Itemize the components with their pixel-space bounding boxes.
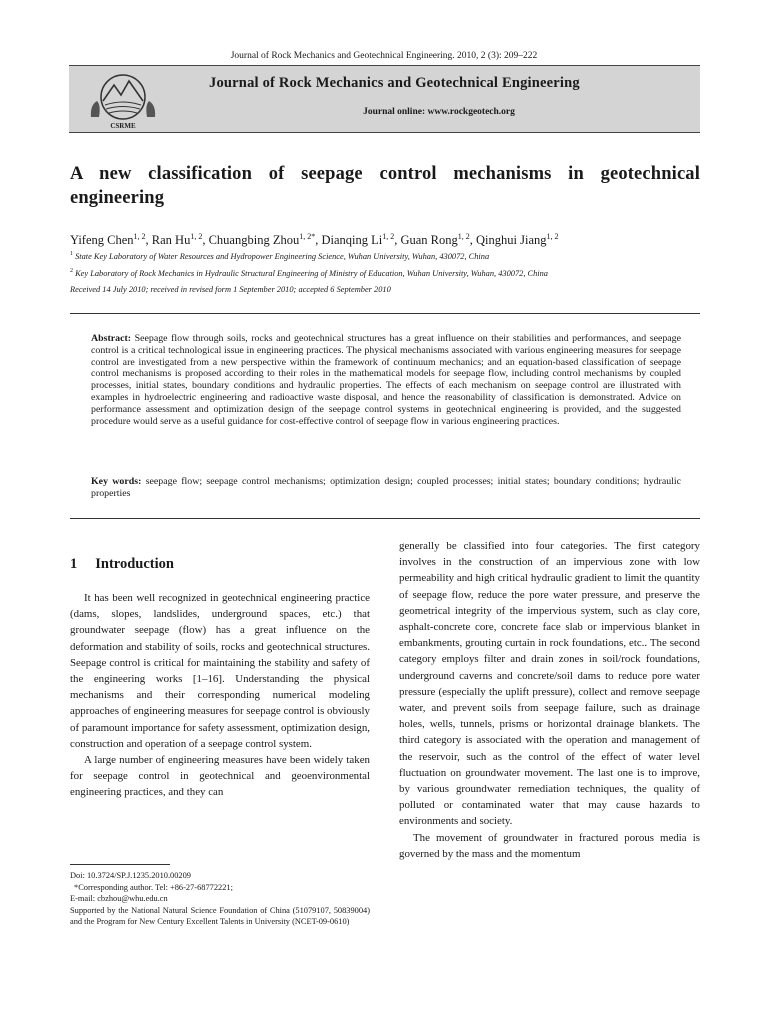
author-name: Ran Hu xyxy=(151,233,191,248)
author-list: Yifeng Chen$^{1, 2}$, Ran Hu$^{1, 2}$, Chuangbing Zhou$^{1, 2*}$, Dianqing Li$^{1, 2}$, Guan Rong$^{1, 2}$, Qinghui Jiang$^{1, 2}$ xyxy=(70,232,559,248)
footnote-divider xyxy=(70,864,170,865)
author-affil-mark: 1, 2 xyxy=(133,232,146,241)
keywords xyxy=(91,476,681,500)
author-name: Yifeng Chen xyxy=(70,233,134,248)
body-paragraph: It has been well recognized in geotechnical engineering practice (dams, slopes, landslides, underground spaces, etc.) that groundwater seepage (flow) has a great influence on the deformation and stability of soils, rocks and geotechnical structures. Seepage control is critical for maintaining the stability and safety of the engineering works [1–16]. Understanding the physical mechanisms and their corresponding numerical modeling approaches of engineering measures for seepage control is obviously of paramount importance for safety assessment, optimization design, construction and operation of a seepage control system. xyxy=(70,592,370,750)
author-affil-mark: 1, 2 xyxy=(190,232,203,241)
doi[interactable]: Doi: 10.3724/SP.J.1235.2010.00209 xyxy=(70,871,191,880)
author-affil-mark: 1, 2 xyxy=(546,232,559,241)
section-heading xyxy=(70,556,174,573)
article-title: A new classification of seepage control mechanisms in geotechnical engineering xyxy=(70,164,700,208)
affiliation-mark: 2 xyxy=(70,268,73,274)
section-number: 1 xyxy=(70,556,78,572)
journal-online[interactable]: Journal online: www.rockgeotech.org xyxy=(363,107,515,117)
right-column xyxy=(399,538,700,862)
author-affil-mark: 1, 2 xyxy=(382,232,395,241)
affiliation-1 xyxy=(70,251,710,261)
funding-note: Supported by the National Natural Science Foundation of China (51079107, 50839004) and the Program for New Century Excellent Talents in University (NCET-09-0610) xyxy=(70,905,370,927)
author-name: Qinghui Jiang xyxy=(476,233,547,248)
author-affil-mark: 1, 2* xyxy=(299,232,316,241)
abstract-text: Seepage flow through soils, rocks and geotechnical structures has a great influence on their stabilities and performances, and seepage control is a critical technological issue in engineering practices. The physical mechanisms associated with various engineering measures for seepage control are investigated from a new perspective within the framework of continuum mechanics; and an equation-based classification of seepage control mechanisms is proposed according to their roles in the mathematical models for seepage flow, including control mechanisms by coupled processes, initial states, boundary conditions and hydraulic properties. The effects of each mechanism on seepage control are illustrated with examples in hydroelectric engineering and radioactive waste disposal, and hence the reasonability of classification is demonstrated. Advice on performance assessment and optimization design of the seepage control systems in geotechnical engineering is provided, and the suggested procedure would serve as a useful guidance for cost-effective control of seepage flow in various engineering practices. xyxy=(91,333,681,427)
affiliation-mark: 1 xyxy=(70,251,73,257)
journal-banner xyxy=(69,65,700,133)
section-title: Introduction xyxy=(95,556,174,572)
running-head: Journal of Rock Mechanics and Geotechnical Engineering. 2010, 2 (3): 209–222 xyxy=(230,51,538,61)
body-paragraph: A large number of engineering measures have been widely taken for seepage control in geotechnical and geoenvironmental engineering practices, and they can xyxy=(70,754,370,799)
abstract xyxy=(91,333,681,427)
logo-lettering: CSRME xyxy=(110,122,136,130)
author-email[interactable]: E-mail: cbzhou@whu.edu.cn xyxy=(70,894,168,904)
footnotes xyxy=(70,870,370,928)
author-name: Dianqing Li xyxy=(321,233,383,248)
divider-bottom xyxy=(70,518,700,519)
received-dates: Received 14 July 2010; received in revised form 1 September 2010; accepted 6 September 2010 xyxy=(70,285,391,294)
affiliation-text: Key Laboratory of Rock Mechanics in Hydraulic Structural Engineering of Ministry of Education, Wuhan University, Wuhan, 430072, China xyxy=(75,268,548,278)
abstract-label: Abstract: xyxy=(91,333,132,344)
affiliation-text: State Key Laboratory of Water Resources and Hydropower Engineering Science, Wuhan University, Wuhan, 430072, China xyxy=(75,251,490,261)
left-column xyxy=(70,590,370,801)
corresponding-author: *Corresponding author. Tel: +86-27-68772221; xyxy=(74,882,233,892)
body-paragraph: generally be classified into four categories. The first category involves in the construction of an impervious zone with low permeability and high critical hydraulic gradient to limit the quantity of seepage flow, reduce the pore water pressure, and preserve the geometrical integrity of the impervious system, such as clay core, asphalt-concrete core, concrete face slab or impervious blanket in embankments, grouting curtain in rock foundations, etc.. The second category employs filter and drain zones in soil/rock foundations, underground caverns and concrete/soil dams to reduce pore water pressure (especially the uplift pressure), collect and remove seepage water, and prevent soils from seepage failure, such as drainage holes, wells, tunnels, prisms or horizontal drainage blankets. The third category is associated with the operation and management of the reservoir, such as the control of the effect of water level fluctuation on groundwater movement. The last one is to improve, by various groundwater remediation techniques, the quality of polluted or contaminated water that may cause hazards to environments and society. xyxy=(399,540,700,828)
csrme-logo xyxy=(87,71,159,131)
author-name: Chuangbing Zhou xyxy=(208,233,300,248)
body-paragraph: The movement of groundwater in fractured porous media is governed by the mass and the momentum xyxy=(399,831,700,860)
keywords-text: seepage flow; seepage control mechanisms; optimization design; coupled processes; initial states; boundary conditions; hydraulic properties xyxy=(91,476,682,499)
affiliation-2 xyxy=(70,268,710,278)
divider-top xyxy=(70,313,700,314)
author-affil-mark: 1, 2 xyxy=(457,232,470,241)
author-name: Guan Rong xyxy=(400,233,458,248)
keywords-label: Key words: xyxy=(91,476,142,487)
journal-name: Journal of Rock Mechanics and Geotechnical Engineering xyxy=(209,75,580,91)
